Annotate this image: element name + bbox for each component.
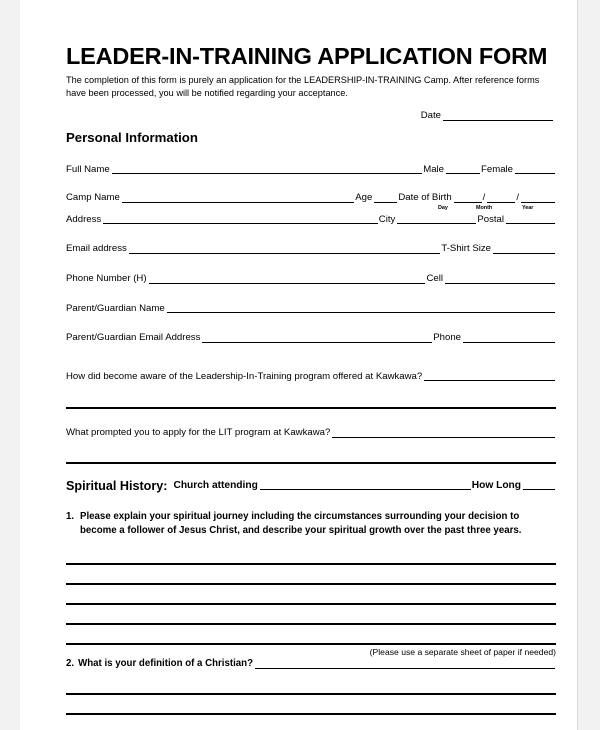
camp-name-input[interactable] [122, 202, 354, 203]
question-1-answer-line-3[interactable] [66, 603, 556, 605]
date-input[interactable] [443, 120, 553, 121]
age-input[interactable] [374, 202, 397, 203]
tshirt-size-label: T-Shirt Size [441, 243, 491, 255]
cell-input[interactable] [445, 283, 555, 284]
question-1 [66, 510, 556, 538]
question-1-answer-line-2[interactable] [66, 583, 556, 585]
dob-month-input[interactable] [487, 202, 515, 203]
parent-name-row [66, 304, 556, 316]
section-heading-spiritual-history: Spiritual History: [66, 478, 168, 493]
phone-row [66, 274, 556, 286]
city-input[interactable] [397, 223, 476, 224]
camp-name-row [66, 193, 556, 205]
address-input[interactable] [103, 223, 378, 224]
postal-input[interactable] [506, 223, 555, 224]
dob-day-input[interactable] [454, 202, 482, 203]
tshirt-size-input[interactable] [493, 253, 555, 254]
awareness-answer-input-2[interactable] [66, 407, 556, 409]
dob-year-sublabel: Year [522, 204, 534, 211]
address-row [66, 215, 556, 227]
date-row [66, 111, 556, 123]
question-2 [66, 659, 556, 671]
address-label: Address [66, 213, 102, 225]
question-1-number: 1. [66, 511, 75, 523]
prompted-question-row [66, 428, 556, 440]
parent-name-input[interactable] [167, 312, 555, 313]
how-long-input[interactable] [523, 489, 555, 490]
church-attending-label: Church attending [173, 480, 258, 492]
question-2-answer-input-1[interactable] [255, 668, 555, 669]
camp-name-label: Camp Name [66, 192, 120, 204]
date-label: Date [420, 110, 441, 122]
email-input[interactable] [129, 253, 441, 254]
dob-month-sublabel: Month [476, 204, 493, 211]
form-page-sheet [20, 0, 578, 730]
email-label: Email address [66, 243, 127, 255]
intro-paragraph: The completion of this form is purely an application for the LEADERSHIP-IN-TRAINING Camp. After reference forms have been processed, you will be notified regarding your acceptance. [66, 74, 540, 98]
female-input[interactable] [515, 173, 555, 174]
parent-name-label: Parent/Guardian Name [66, 302, 165, 314]
dob-slash-1: / [482, 192, 486, 204]
question-2-number: 2. [66, 658, 75, 670]
cell-label: Cell [426, 272, 443, 284]
page-title: LEADER-IN-TRAINING APPLICATION FORM [66, 43, 548, 69]
full-name-row [66, 165, 556, 177]
parent-email-input[interactable] [202, 342, 432, 343]
email-row [66, 244, 556, 256]
awareness-question-label: How did become aware of the Leadership-In-Training program offered at Kawkawa? [66, 370, 423, 382]
date-of-birth-label: Date of Birth [398, 192, 452, 204]
postal-label: Postal [477, 213, 504, 225]
age-label: Age [355, 192, 373, 204]
dob-slash-2: / [516, 192, 519, 204]
full-name-label: Full Name [66, 163, 110, 175]
question-1-answer-line-1[interactable] [66, 563, 556, 565]
phone-home-input[interactable] [149, 283, 426, 284]
male-input[interactable] [446, 173, 480, 174]
separate-sheet-note: (Please use a separate sheet of paper if needed) [369, 646, 556, 657]
section-heading-personal-information: Personal Information [66, 129, 198, 145]
question-1-answer-line-4[interactable] [66, 623, 556, 625]
dob-year-input[interactable] [521, 202, 555, 203]
how-long-label: How Long [471, 480, 521, 492]
question-2-answer-line-3[interactable] [66, 713, 556, 715]
dob-sublabels [66, 205, 556, 213]
question-2-answer-line-2[interactable] [66, 693, 556, 695]
awareness-question-row [66, 372, 556, 384]
church-attending-input[interactable] [260, 489, 471, 490]
prompted-question-label: What prompted you to apply for the LIT program at Kawkawa? [66, 427, 331, 439]
prompted-answer-input-2[interactable] [66, 462, 556, 464]
question-2-text: What is your definition of a Christian? [78, 658, 254, 670]
dob-day-sublabel: Day [438, 204, 448, 211]
parent-email-row [66, 333, 556, 345]
parent-phone-label: Phone [433, 332, 461, 344]
spiritual-history-row [66, 480, 556, 493]
female-label: Female [481, 163, 513, 175]
parent-phone-input[interactable] [463, 342, 555, 343]
prompted-answer-input-1[interactable] [332, 437, 555, 438]
phone-home-label: Phone Number (H) [66, 272, 147, 284]
question-1-text: Please explain your spiritual journey including the circumstances surrounding your decision to become a follower of Jesus Christ, and describe your spiritual growth over the past three years. [80, 511, 522, 537]
city-label: City [378, 213, 396, 225]
question-1-answer-line-5[interactable] [66, 643, 556, 645]
male-label: Male [423, 163, 444, 175]
full-name-input[interactable] [112, 173, 422, 174]
awareness-answer-input-1[interactable] [424, 380, 555, 381]
form-content [66, 0, 556, 715]
parent-email-label: Parent/Guardian Email Address [66, 332, 201, 344]
